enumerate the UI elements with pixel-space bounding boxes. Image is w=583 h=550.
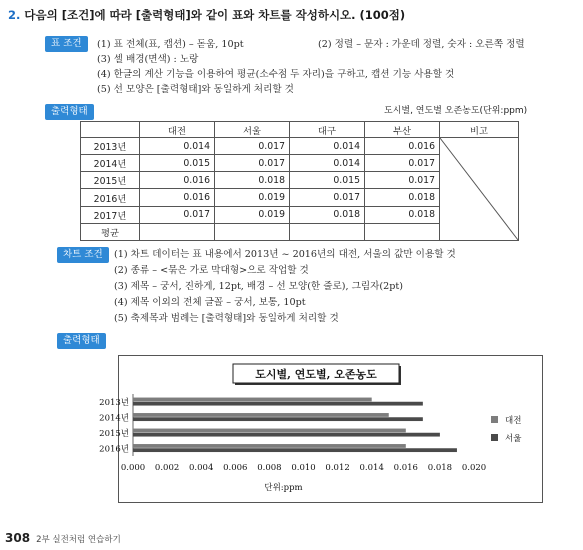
value-cell: 0.017 [365, 155, 440, 172]
x-tick-label: 0.020 [461, 463, 487, 473]
value-cell: 0.018 [365, 206, 440, 223]
year-cell: 2015년 [81, 172, 140, 189]
chart-condition-2: (2) 종류 – <묶은 가로 막대형>으로 작업할 것 [114, 265, 309, 276]
table-condition-4: (4) 한글의 계산 기능을 이용하여 평균(소수점 두 자리)을 구하고, 캡션 기능 사용할 것 [97, 69, 455, 80]
value-cell: 0.016 [140, 189, 215, 206]
chart-condition-5: (5) 축제목과 범례는 [출력형태]와 동일하게 처리할 것 [114, 313, 339, 324]
value-cell: 0.014 [290, 138, 365, 155]
bar-대전-2013년 [133, 398, 372, 402]
x-tick-label: 0.016 [393, 463, 418, 473]
table-condition-3: (3) 셀 배경(면색) : 노랑 [97, 54, 199, 65]
x-axis-title: 단위:ppm [264, 483, 303, 493]
average-cell [215, 223, 290, 240]
bar-서울-2016년 [133, 448, 457, 452]
bar-대전-2014년 [133, 413, 389, 417]
year-cell: 2014년 [81, 155, 140, 172]
remarks-diagonal-cell [440, 138, 519, 241]
value-cell: 0.015 [140, 155, 215, 172]
bar-서울-2013년 [133, 402, 423, 406]
legend-swatch-대전 [491, 416, 498, 423]
question-text: 다음의 [조건]에 따라 [출력형태]와 같이 표와 차트를 작성하시오. (100점) [24, 8, 406, 22]
x-tick-label: 0.004 [189, 463, 214, 473]
x-tick-label: 0.018 [427, 463, 453, 473]
legend-swatch-서울 [491, 434, 498, 441]
value-cell: 0.017 [365, 172, 440, 189]
x-tick-label: 0.000 [120, 463, 146, 473]
value-cell: 0.014 [140, 138, 215, 155]
value-cell: 0.018 [290, 206, 365, 223]
chart-conditions-tag: 차트 조건 [57, 247, 109, 263]
chart-condition-1: (1) 차트 데이터는 표 내용에서 2013년 ~ 2016년의 대전, 서울의 값만 이용할 것 [114, 249, 456, 260]
average-cell [290, 223, 365, 240]
value-cell: 0.017 [215, 155, 290, 172]
header-cell-busan: 부산 [365, 122, 440, 138]
average-label-cell: 평균 [81, 223, 140, 240]
chart-condition-4: (4) 제목 이외의 전체 글꼴 – 궁서, 보통, 10pt [114, 297, 306, 308]
value-cell: 0.017 [215, 138, 290, 155]
x-tick-label: 0.012 [325, 463, 350, 473]
table-condition-5: (5) 선 모양은 [출력형태]와 동일하게 처리할 것 [97, 84, 294, 95]
average-cell [365, 223, 440, 240]
diagonal-line [440, 138, 518, 240]
table-condition-2: (2) 정렬 – 문자 : 가운데 정렬, 숫자 : 오른쪽 정렬 [318, 39, 525, 50]
bar-대전-2015년 [133, 429, 406, 433]
value-cell: 0.017 [290, 189, 365, 206]
table-row [81, 138, 519, 155]
output-form-tag-2: 출력형태 [57, 333, 106, 349]
value-cell: 0.018 [365, 189, 440, 206]
question-number: 2. [8, 8, 21, 22]
x-tick-label: 0.006 [223, 463, 248, 473]
value-cell: 0.017 [140, 206, 215, 223]
value-cell: 0.019 [215, 206, 290, 223]
bar-서울-2014년 [133, 417, 423, 421]
chart-frame [99, 355, 543, 503]
y-tick-label: 2015년 [99, 428, 129, 439]
table-header-row [81, 122, 519, 138]
footer-text: 2부 실전처럼 연습하기 [36, 535, 121, 545]
header-cell-remarks: 비고 [440, 122, 519, 138]
x-tick-label: 0.002 [154, 463, 180, 473]
average-cell [140, 223, 215, 240]
header-cell-corner [81, 122, 140, 138]
bar-서울-2015년 [133, 433, 440, 437]
header-cell-daejeon: 대전 [140, 122, 215, 138]
question-title [8, 7, 405, 23]
output-form-tag-1: 출력형태 [45, 104, 94, 120]
chart-condition-3: (3) 제목 – 궁서, 진하게, 12pt, 배경 – 선 모양(한 줄로), 그림자(2pt) [114, 281, 404, 292]
year-cell: 2013년 [81, 138, 140, 155]
legend-label: 서울 [505, 434, 522, 444]
bar-chart [99, 356, 542, 502]
y-tick-label: 2016년 [99, 444, 129, 455]
legend-label: 대전 [505, 416, 522, 426]
y-tick-label: 2013년 [99, 397, 129, 408]
result-table [80, 121, 519, 241]
value-cell: 0.019 [215, 189, 290, 206]
value-cell: 0.014 [290, 155, 365, 172]
year-cell: 2016년 [81, 189, 140, 206]
value-cell: 0.016 [140, 172, 215, 189]
x-tick-label: 0.010 [291, 463, 316, 473]
bar-대전-2016년 [133, 444, 406, 448]
x-tick-label: 0.014 [359, 463, 384, 473]
chart-title: 도시별, 연도별, 오존농도 [255, 368, 377, 381]
year-cell: 2017년 [81, 206, 140, 223]
header-cell-daegu: 대구 [290, 122, 365, 138]
page-number: 308 [5, 531, 31, 545]
header-cell-seoul: 서울 [215, 122, 290, 138]
value-cell: 0.015 [290, 172, 365, 189]
table-caption: 도시별, 연도별 오존농도(단위:ppm) [384, 106, 528, 116]
x-tick-label: 0.008 [257, 463, 282, 473]
y-tick-label: 2014년 [99, 413, 129, 424]
page-footer [5, 531, 121, 545]
table-condition-1: (1) 표 전체(표, 캡션) – 돋움, 10pt [97, 39, 244, 50]
table-conditions-tag: 표 조건 [45, 36, 88, 52]
value-cell: 0.018 [215, 172, 290, 189]
value-cell: 0.016 [365, 138, 440, 155]
